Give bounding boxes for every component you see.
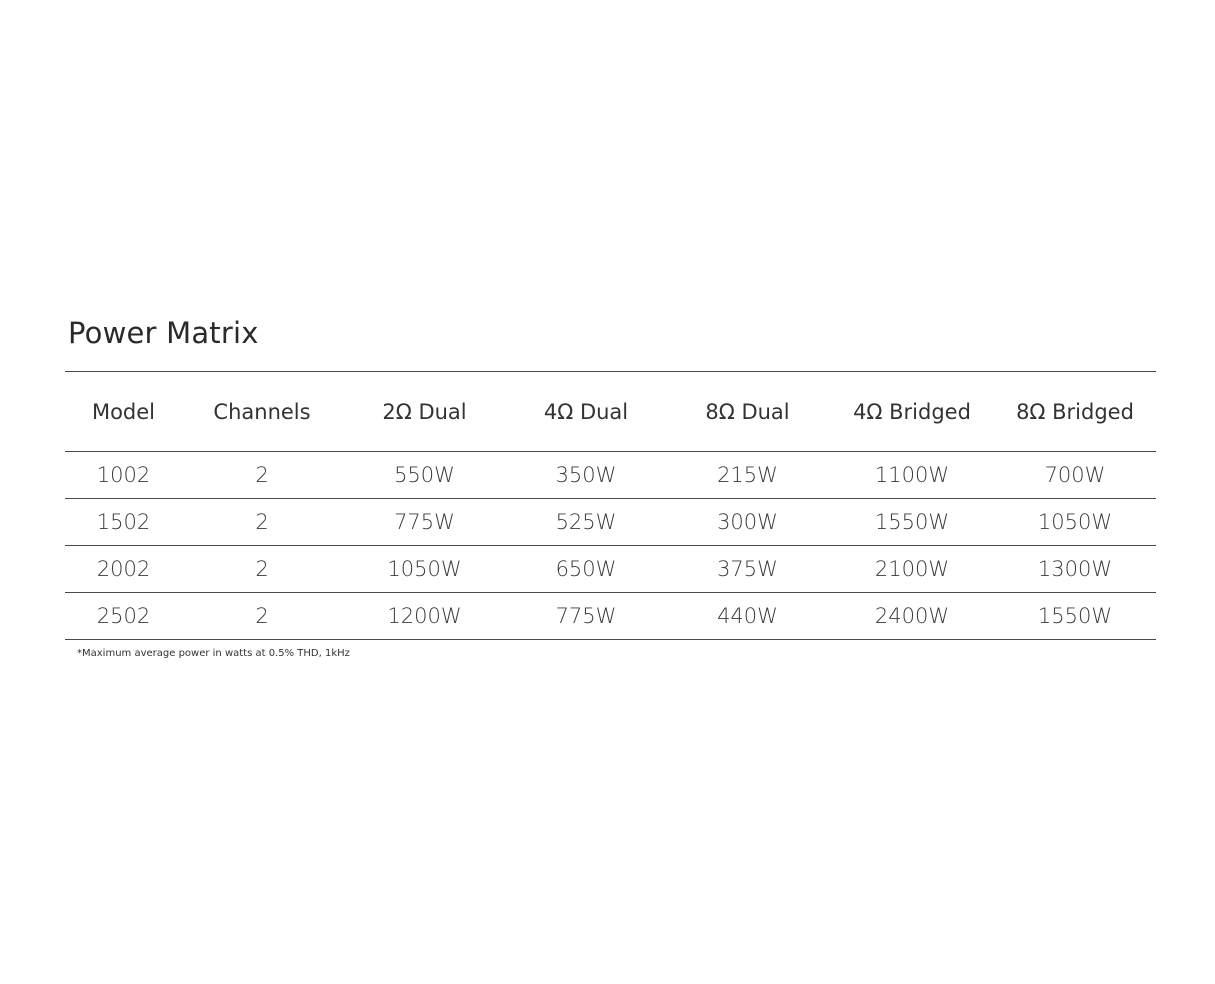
cell-channels: 2 [255,463,269,487]
cell-8ohm-bridged: 1550W [1037,604,1113,628]
column-header-model: Model [91,399,156,424]
cell-model: 2002 [96,557,151,581]
cell-2ohm-dual: 1200W [387,604,462,628]
cell-4ohm-bridged: 2100W [874,557,950,581]
column-header-channels: Channels [213,399,311,424]
cell-channels: 2 [255,557,269,581]
column-header-4ohm-bridged: 4Ω Bridged [853,399,971,424]
cell-channels: 2 [255,604,269,628]
cell-4ohm-dual: 525W [555,510,617,534]
cell-4ohm-bridged: 2400W [874,604,950,628]
cell-8ohm-bridged: 1050W [1037,510,1113,534]
cell-2ohm-dual: 775W [394,510,455,534]
cell-8ohm-dual: 215W [717,463,778,487]
cell-4ohm-bridged: 1550W [874,510,950,534]
cell-model: 1502 [96,510,151,534]
cell-8ohm-dual: 375W [717,557,778,581]
table-header-row [65,372,1156,452]
table-row [65,499,1156,546]
cell-4ohm-dual: 650W [555,557,617,581]
cell-model: 1002 [96,463,151,487]
column-header-2ohm-dual: 2Ω Dual [382,399,467,424]
cell-8ohm-dual: 440W [717,604,778,628]
cell-4ohm-dual: 350W [555,463,617,487]
cell-8ohm-dual: 300W [717,510,778,534]
page-title: Power Matrix [68,316,259,350]
column-header-4ohm-dual: 4Ω Dual [543,399,629,424]
cell-8ohm-bridged: 1300W [1037,557,1113,581]
cell-4ohm-bridged: 1100W [874,463,950,487]
cell-model: 2502 [96,604,151,628]
column-header-8ohm-bridged: 8Ω Bridged [1016,399,1134,424]
cell-channels: 2 [255,510,269,534]
table-row [65,593,1156,640]
column-header-8ohm-dual: 8Ω Dual [705,399,790,424]
cell-2ohm-dual: 550W [394,463,455,487]
cell-2ohm-dual: 1050W [387,557,462,581]
footnote: *Maximum average power in watts at 0.5% THD, 1kHz [77,648,350,659]
table-row [65,546,1156,593]
cell-8ohm-bridged: 700W [1044,463,1106,487]
table-row [65,452,1156,499]
cell-4ohm-dual: 775W [555,604,617,628]
power-matrix-table [65,371,1156,640]
